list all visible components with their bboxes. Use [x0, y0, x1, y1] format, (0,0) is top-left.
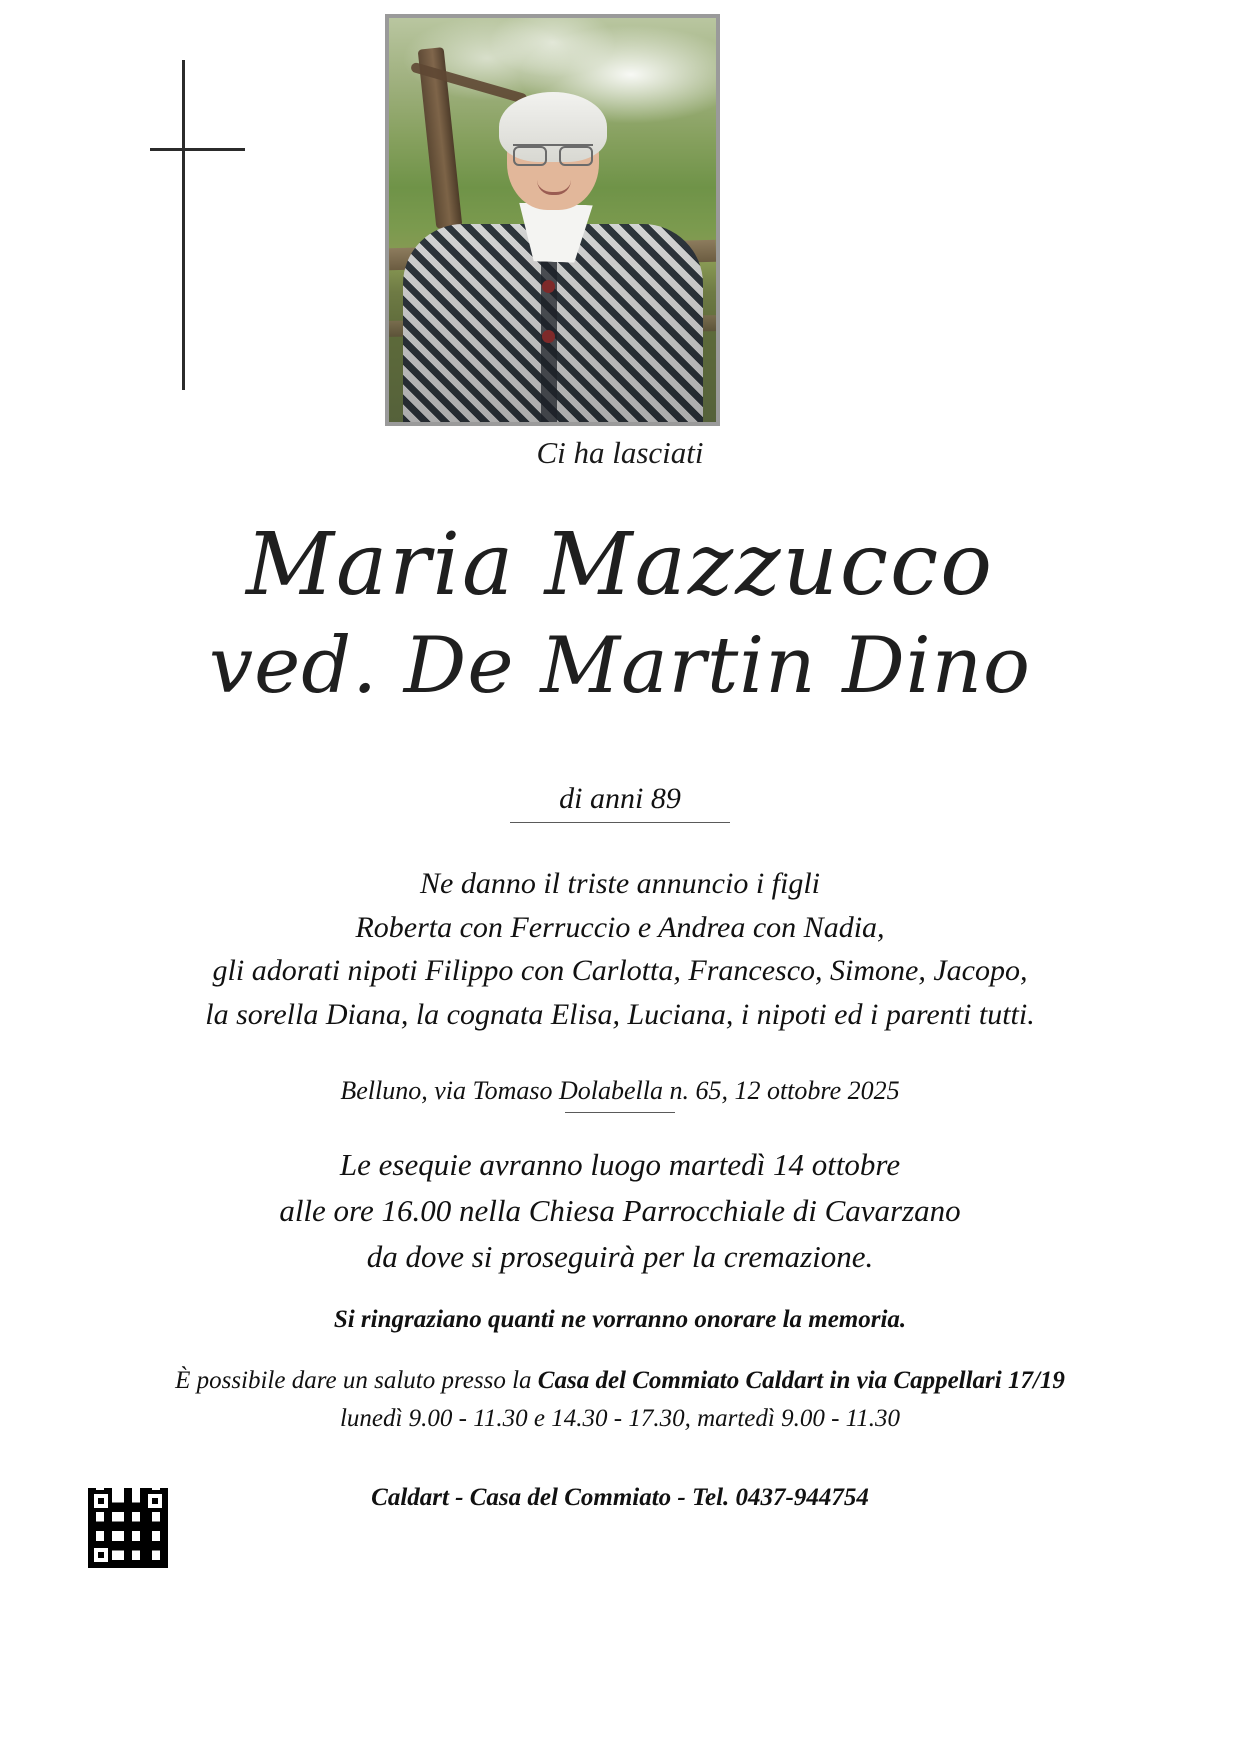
deceased-name: [0, 515, 1240, 712]
funeral-line: alle ore 16.00 nella Chiesa Parrocchiale di Cavarzano: [279, 1192, 961, 1228]
place-date-text: Belluno, via Tomaso Dolabella n. 65, 12 ottobre 2025: [340, 1076, 900, 1105]
visitation-location: Casa del Commiato Caldart in via Cappellari 17/19: [537, 1367, 1065, 1394]
divider-age: [510, 822, 730, 823]
funeral-line: da dove si proseguirà per la cremazione.: [366, 1238, 874, 1274]
funeral-line: Le esequie avranno luogo martedì 14 ottobre: [339, 1147, 901, 1182]
jacket-button-upper: [542, 280, 555, 293]
deceased-name-line1: Maria Mazzucco: [246, 515, 994, 615]
announcement-line: Ne danno il triste annuncio i figli: [420, 867, 820, 900]
visitation-prefix: È possibile dare un saluto presso la: [175, 1367, 538, 1394]
eyeglasses-icon: [513, 144, 593, 164]
qr-finder-bottom-left: [90, 1544, 112, 1566]
cross-horizontal-bar: [150, 148, 245, 151]
funeral-details-block: [0, 1142, 1240, 1280]
visitation-block: [0, 1362, 1240, 1437]
deceased-name-line2: ved. De Martin Dino: [209, 621, 1031, 712]
divider-place-date: [565, 1112, 675, 1113]
age-value: di anni 89: [559, 782, 681, 815]
announcement-line: Roberta con Ferruccio e Andrea con Nadia,: [355, 910, 885, 944]
portrait-photo: [389, 18, 716, 422]
footer-contact: Caldart - Casa del Commiato - Tel. 0437-944754: [371, 1484, 869, 1511]
portrait-photo-frame: [385, 14, 720, 426]
age-text: [0, 782, 1240, 823]
cross-vertical-bar: [182, 60, 185, 390]
thanks-text: Si ringraziano quanti ne vorranno onorare la memoria.: [333, 1306, 907, 1333]
visitation-hours: lunedì 9.00 - 11.30 e 14.30 - 17.30, martedì 9.00 - 11.30: [339, 1404, 901, 1432]
place-date-block: [0, 1076, 1240, 1113]
announcement-line: la sorella Diana, la cognata Elisa, Luciana, i nipoti ed i parenti tutti.: [205, 997, 1035, 1031]
visitation-line: [0, 1362, 1240, 1400]
announcement-line: gli adorati nipoti Filippo con Carlotta, Francesco, Simone, Jacopo,: [212, 954, 1028, 987]
announcement-block: [0, 862, 1240, 1036]
cross-icon: [150, 60, 270, 390]
jacket-button-lower: [542, 330, 555, 343]
lead-text: Ci ha lasciati: [536, 435, 704, 470]
